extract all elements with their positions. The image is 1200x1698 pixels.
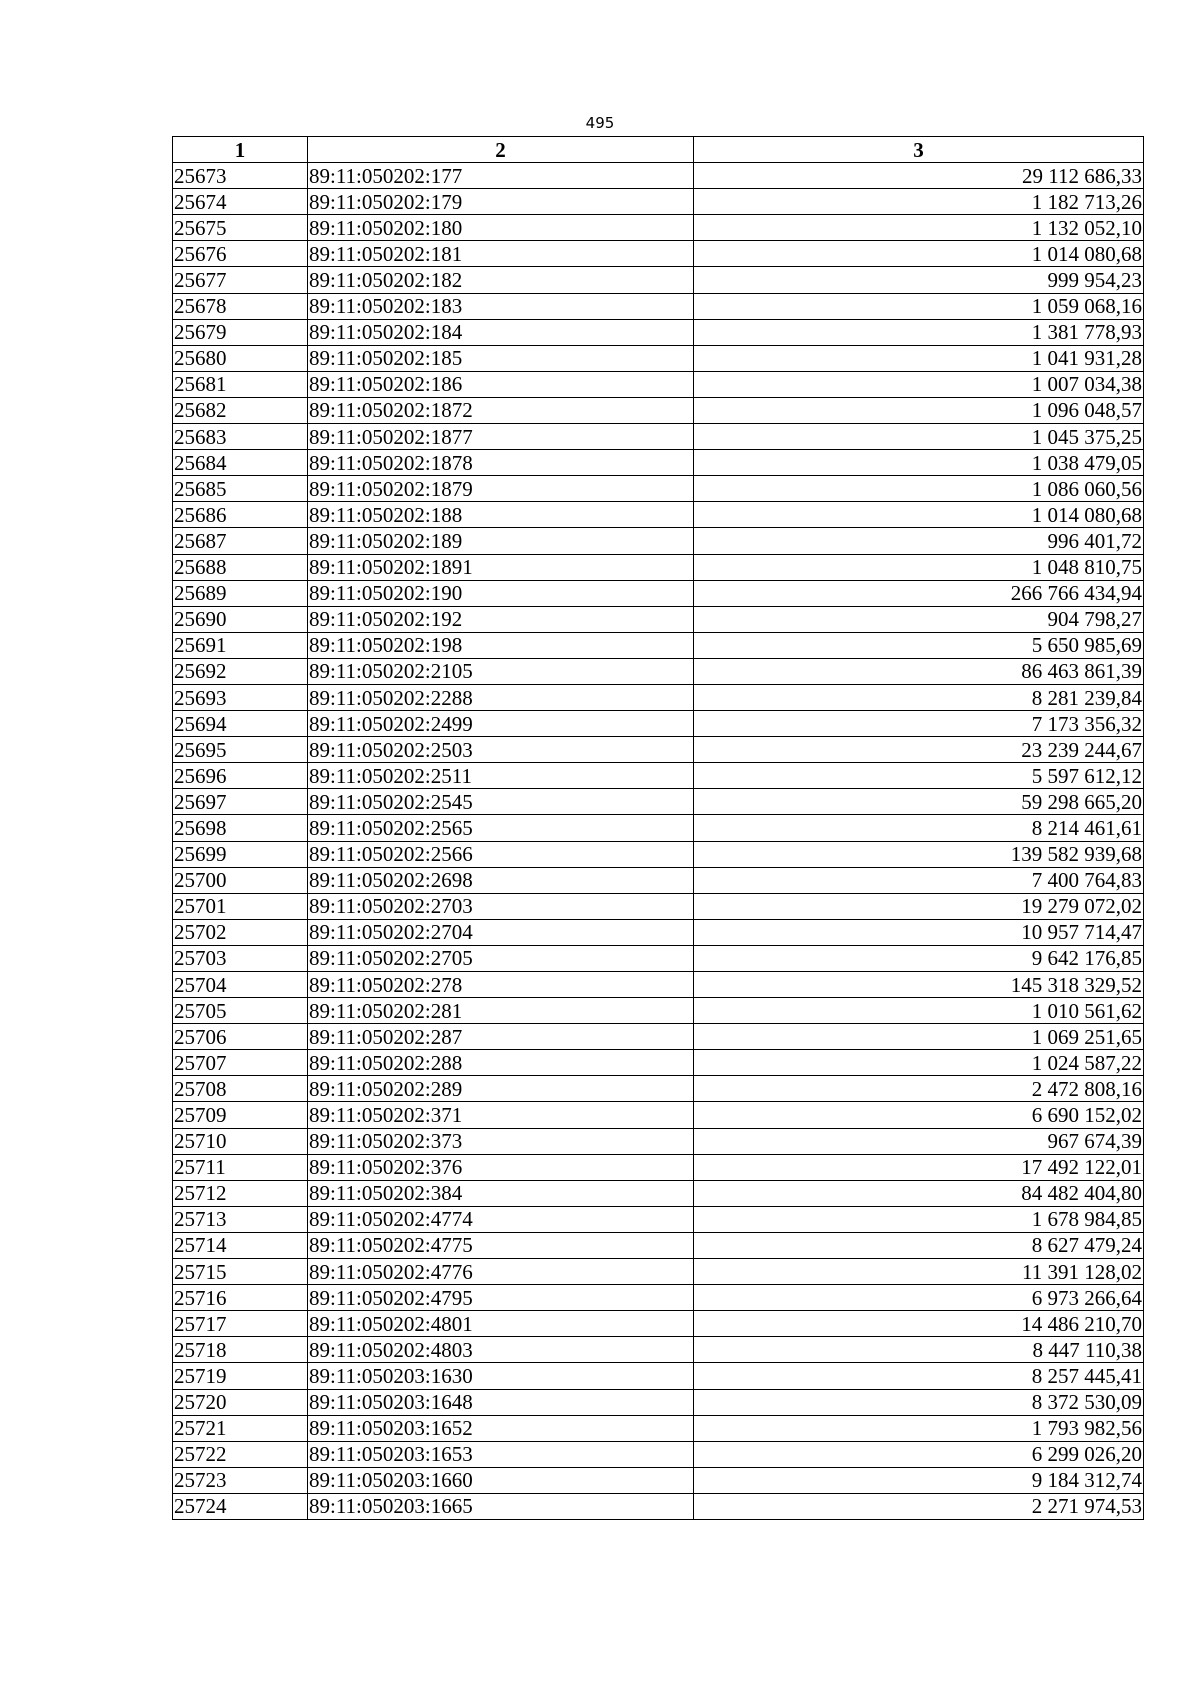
table-row (173, 450, 1144, 476)
value-cell: 1 041 931,28 (694, 345, 1144, 371)
cadastral-number-cell: 89:11:050202:4774 (308, 1206, 694, 1232)
page-number: 495 (585, 114, 615, 132)
table-row (173, 684, 1144, 710)
table-row (173, 528, 1144, 554)
row-number-cell: 25687 (173, 528, 308, 554)
table-row (173, 502, 1144, 528)
cadastral-number-cell: 89:11:050202:1877 (308, 424, 694, 450)
table-row (173, 1206, 1144, 1232)
table-row (173, 1259, 1144, 1285)
value-cell: 9 184 312,74 (694, 1467, 1144, 1493)
row-number-cell: 25713 (173, 1206, 308, 1232)
table-row (173, 1076, 1144, 1102)
value-cell: 17 492 122,01 (694, 1154, 1144, 1180)
header-row (173, 137, 1144, 163)
row-number-cell: 25685 (173, 476, 308, 502)
table-row (173, 319, 1144, 345)
row-number-cell: 25723 (173, 1467, 308, 1493)
cadastral-number-cell: 89:11:050203:1652 (308, 1415, 694, 1441)
value-cell: 6 299 026,20 (694, 1441, 1144, 1467)
cadastral-number-cell: 89:11:050202:181 (308, 241, 694, 267)
cadastral-number-cell: 89:11:050202:185 (308, 345, 694, 371)
table-row (173, 815, 1144, 841)
cadastral-number-cell: 89:11:050202:287 (308, 1024, 694, 1050)
cadastral-number-cell: 89:11:050202:188 (308, 502, 694, 528)
column-header-2: 2 (308, 137, 694, 163)
table-row (173, 1050, 1144, 1076)
value-cell: 1 086 060,56 (694, 476, 1144, 502)
table-row (173, 345, 1144, 371)
row-number-cell: 25696 (173, 763, 308, 789)
table-row (173, 241, 1144, 267)
column-header-1: 1 (173, 137, 308, 163)
row-number-cell: 25705 (173, 998, 308, 1024)
row-number-cell: 25714 (173, 1232, 308, 1258)
row-number-cell: 25708 (173, 1076, 308, 1102)
cadastral-number-cell: 89:11:050202:2704 (308, 919, 694, 945)
table-row (173, 1285, 1144, 1311)
row-number-cell: 25697 (173, 789, 308, 815)
table-row (173, 1493, 1144, 1519)
cadastral-number-cell: 89:11:050202:2503 (308, 737, 694, 763)
row-number-cell: 25675 (173, 215, 308, 241)
cadastral-number-cell: 89:11:050202:2703 (308, 893, 694, 919)
value-cell: 10 957 714,47 (694, 919, 1144, 945)
cadastral-number-cell: 89:11:050202:184 (308, 319, 694, 345)
row-number-cell: 25703 (173, 945, 308, 971)
table-row (173, 189, 1144, 215)
cadastral-number-cell: 89:11:050202:288 (308, 1050, 694, 1076)
table-row (173, 789, 1144, 815)
cadastral-number-cell: 89:11:050202:1891 (308, 554, 694, 580)
row-number-cell: 25681 (173, 371, 308, 397)
cadastral-number-cell: 89:11:050202:4803 (308, 1337, 694, 1363)
value-cell: 29 112 686,33 (694, 163, 1144, 189)
cadastral-number-cell: 89:11:050202:2545 (308, 789, 694, 815)
cadastral-number-cell: 89:11:050202:2698 (308, 867, 694, 893)
cadastral-number-cell: 89:11:050202:2499 (308, 711, 694, 737)
row-number-cell: 25720 (173, 1389, 308, 1415)
value-cell: 1 010 561,62 (694, 998, 1144, 1024)
row-number-cell: 25722 (173, 1441, 308, 1467)
cadastral-number-cell: 89:11:050202:2566 (308, 841, 694, 867)
value-cell: 1 045 375,25 (694, 424, 1144, 450)
table-row (173, 919, 1144, 945)
value-cell: 14 486 210,70 (694, 1311, 1144, 1337)
row-number-cell: 25682 (173, 397, 308, 423)
table-row (173, 1389, 1144, 1415)
row-number-cell: 25684 (173, 450, 308, 476)
value-cell: 139 582 939,68 (694, 841, 1144, 867)
value-cell: 19 279 072,02 (694, 893, 1144, 919)
row-number-cell: 25678 (173, 293, 308, 319)
table-header (173, 137, 1144, 163)
cadastral-number-cell: 89:11:050202:2705 (308, 945, 694, 971)
value-cell: 59 298 665,20 (694, 789, 1144, 815)
cadastral-number-cell: 89:11:050202:186 (308, 371, 694, 397)
row-number-cell: 25700 (173, 867, 308, 893)
cadastral-number-cell: 89:11:050202:1872 (308, 397, 694, 423)
value-cell: 9 642 176,85 (694, 945, 1144, 971)
row-number-cell: 25715 (173, 1259, 308, 1285)
cadastral-number-cell: 89:11:050202:2105 (308, 658, 694, 684)
row-number-cell: 25702 (173, 919, 308, 945)
table-row (173, 1154, 1144, 1180)
cadastral-number-cell: 89:11:050202:180 (308, 215, 694, 241)
row-number-cell: 25683 (173, 424, 308, 450)
value-cell: 7 173 356,32 (694, 711, 1144, 737)
table-row (173, 945, 1144, 971)
cadastral-number-cell: 89:11:050202:373 (308, 1128, 694, 1154)
table-row (173, 424, 1144, 450)
value-cell: 2 472 808,16 (694, 1076, 1144, 1102)
cadastral-number-cell: 89:11:050202:278 (308, 972, 694, 998)
row-number-cell: 25712 (173, 1180, 308, 1206)
row-number-cell: 25690 (173, 606, 308, 632)
value-cell: 1 024 587,22 (694, 1050, 1144, 1076)
table-row (173, 1415, 1144, 1441)
row-number-cell: 25679 (173, 319, 308, 345)
value-cell: 904 798,27 (694, 606, 1144, 632)
value-cell: 145 318 329,52 (694, 972, 1144, 998)
row-number-cell: 25693 (173, 684, 308, 710)
cadastral-number-cell: 89:11:050202:281 (308, 998, 694, 1024)
table-row (173, 867, 1144, 893)
value-cell: 84 482 404,80 (694, 1180, 1144, 1206)
value-cell: 1 007 034,38 (694, 371, 1144, 397)
row-number-cell: 25699 (173, 841, 308, 867)
value-cell: 1 014 080,68 (694, 241, 1144, 267)
cadastral-number-cell: 89:11:050202:190 (308, 580, 694, 606)
row-number-cell: 25677 (173, 267, 308, 293)
value-cell: 996 401,72 (694, 528, 1144, 554)
cadastral-number-cell: 89:11:050202:384 (308, 1180, 694, 1206)
cadastral-number-cell: 89:11:050202:177 (308, 163, 694, 189)
table-row (173, 841, 1144, 867)
table-row (173, 397, 1144, 423)
table-row (173, 215, 1144, 241)
table-row (173, 554, 1144, 580)
table-row (173, 606, 1144, 632)
cadastral-number-cell: 89:11:050202:4775 (308, 1232, 694, 1258)
value-cell: 5 650 985,69 (694, 632, 1144, 658)
cadastral-number-cell: 89:11:050202:4776 (308, 1259, 694, 1285)
cadastral-number-cell: 89:11:050202:1878 (308, 450, 694, 476)
value-cell: 5 597 612,12 (694, 763, 1144, 789)
value-cell: 2 271 974,53 (694, 1493, 1144, 1519)
table-row (173, 1441, 1144, 1467)
row-number-cell: 25701 (173, 893, 308, 919)
cadastral-number-cell: 89:11:050202:4795 (308, 1285, 694, 1311)
row-number-cell: 25707 (173, 1050, 308, 1076)
table-row (173, 1232, 1144, 1258)
table-row (173, 1128, 1144, 1154)
row-number-cell: 25673 (173, 163, 308, 189)
row-number-cell: 25721 (173, 1415, 308, 1441)
table-row (173, 580, 1144, 606)
table-row (173, 267, 1144, 293)
column-header-3: 3 (694, 137, 1144, 163)
table-row (173, 658, 1144, 684)
row-number-cell: 25706 (173, 1024, 308, 1050)
row-number-cell: 25674 (173, 189, 308, 215)
table-row (173, 737, 1144, 763)
table-row (173, 293, 1144, 319)
value-cell: 1 096 048,57 (694, 397, 1144, 423)
table-row (173, 998, 1144, 1024)
table-row (173, 763, 1144, 789)
cadastral-number-cell: 89:11:050202:2288 (308, 684, 694, 710)
row-number-cell: 25691 (173, 632, 308, 658)
data-table (172, 136, 1144, 1520)
table-body (173, 163, 1144, 1520)
cadastral-number-cell: 89:11:050202:2511 (308, 763, 694, 789)
value-cell: 1 059 068,16 (694, 293, 1144, 319)
value-cell: 1 048 810,75 (694, 554, 1144, 580)
row-number-cell: 25711 (173, 1154, 308, 1180)
row-number-cell: 25710 (173, 1128, 308, 1154)
table-row (173, 371, 1144, 397)
row-number-cell: 25724 (173, 1493, 308, 1519)
value-cell: 266 766 434,94 (694, 580, 1144, 606)
table-row (173, 632, 1144, 658)
row-number-cell: 25717 (173, 1311, 308, 1337)
value-cell: 6 973 266,64 (694, 1285, 1144, 1311)
cadastral-number-cell: 89:11:050202:376 (308, 1154, 694, 1180)
value-cell: 7 400 764,83 (694, 867, 1144, 893)
cadastral-number-cell: 89:11:050202:4801 (308, 1311, 694, 1337)
cadastral-number-cell: 89:11:050203:1648 (308, 1389, 694, 1415)
value-cell: 999 954,23 (694, 267, 1144, 293)
row-number-cell: 25694 (173, 711, 308, 737)
value-cell: 23 239 244,67 (694, 737, 1144, 763)
table-row (173, 476, 1144, 502)
cadastral-number-cell: 89:11:050202:289 (308, 1076, 694, 1102)
row-number-cell: 25689 (173, 580, 308, 606)
row-number-cell: 25704 (173, 972, 308, 998)
value-cell: 6 690 152,02 (694, 1102, 1144, 1128)
value-cell: 8 281 239,84 (694, 684, 1144, 710)
row-number-cell: 25716 (173, 1285, 308, 1311)
cadastral-number-cell: 89:11:050202:179 (308, 189, 694, 215)
cadastral-number-cell: 89:11:050203:1653 (308, 1441, 694, 1467)
table-row (173, 1102, 1144, 1128)
cadastral-number-cell: 89:11:050202:182 (308, 267, 694, 293)
table-row (173, 711, 1144, 737)
cadastral-number-cell: 89:11:050203:1630 (308, 1363, 694, 1389)
cadastral-number-cell: 89:11:050202:183 (308, 293, 694, 319)
row-number-cell: 25688 (173, 554, 308, 580)
table-row (173, 1024, 1144, 1050)
row-number-cell: 25709 (173, 1102, 308, 1128)
value-cell: 86 463 861,39 (694, 658, 1144, 684)
row-number-cell: 25695 (173, 737, 308, 763)
row-number-cell: 25680 (173, 345, 308, 371)
cadastral-number-cell: 89:11:050202:371 (308, 1102, 694, 1128)
table-row (173, 1363, 1144, 1389)
table-row (173, 1467, 1144, 1493)
table-row (173, 1311, 1144, 1337)
value-cell: 1 381 778,93 (694, 319, 1144, 345)
value-cell: 8 214 461,61 (694, 815, 1144, 841)
cadastral-number-cell: 89:11:050203:1665 (308, 1493, 694, 1519)
table-row (173, 1180, 1144, 1206)
row-number-cell: 25718 (173, 1337, 308, 1363)
cadastral-number-cell: 89:11:050202:1879 (308, 476, 694, 502)
table-row (173, 972, 1144, 998)
value-cell: 1 038 479,05 (694, 450, 1144, 476)
row-number-cell: 25686 (173, 502, 308, 528)
value-cell: 1 014 080,68 (694, 502, 1144, 528)
value-cell: 967 674,39 (694, 1128, 1144, 1154)
cadastral-number-cell: 89:11:050202:2565 (308, 815, 694, 841)
row-number-cell: 25698 (173, 815, 308, 841)
row-number-cell: 25719 (173, 1363, 308, 1389)
value-cell: 8 627 479,24 (694, 1232, 1144, 1258)
cadastral-number-cell: 89:11:050202:192 (308, 606, 694, 632)
cadastral-number-cell: 89:11:050202:189 (308, 528, 694, 554)
row-number-cell: 25692 (173, 658, 308, 684)
row-number-cell: 25676 (173, 241, 308, 267)
table-row (173, 1337, 1144, 1363)
value-cell: 8 372 530,09 (694, 1389, 1144, 1415)
value-cell: 8 257 445,41 (694, 1363, 1144, 1389)
cadastral-number-cell: 89:11:050202:198 (308, 632, 694, 658)
table-row (173, 163, 1144, 189)
value-cell: 1 132 052,10 (694, 215, 1144, 241)
value-cell: 11 391 128,02 (694, 1259, 1144, 1285)
cadastral-number-cell: 89:11:050203:1660 (308, 1467, 694, 1493)
value-cell: 1 182 713,26 (694, 189, 1144, 215)
value-cell: 1 793 982,56 (694, 1415, 1144, 1441)
value-cell: 8 447 110,38 (694, 1337, 1144, 1363)
value-cell: 1 678 984,85 (694, 1206, 1144, 1232)
table-row (173, 893, 1144, 919)
value-cell: 1 069 251,65 (694, 1024, 1144, 1050)
